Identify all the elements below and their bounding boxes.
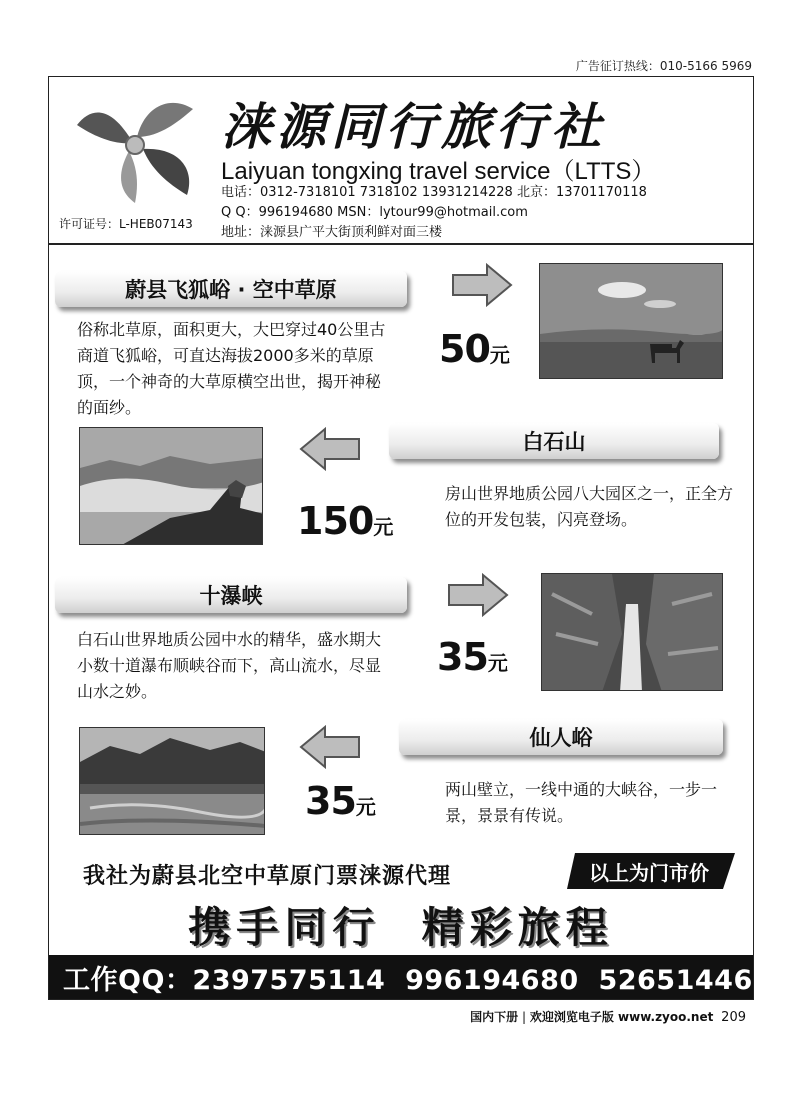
ticket-agency-notice: 我社为蔚县北空中草原门票涞源代理 bbox=[83, 864, 452, 889]
attraction-price-xianrenyu: 35元 bbox=[305, 779, 375, 823]
price-badge-text: 以上为门市价 bbox=[589, 860, 709, 885]
page-number: 209 bbox=[721, 1010, 746, 1025]
photo-grassland-horse bbox=[539, 263, 723, 379]
attraction-title-xianrenyu: 仙人峪 bbox=[399, 719, 723, 755]
pinwheel-logo-icon bbox=[71, 85, 201, 205]
photo-waterfall-gorge bbox=[541, 573, 723, 691]
arrow-left-icon bbox=[299, 725, 361, 769]
footer-divider: | bbox=[521, 1010, 527, 1024]
ad-frame bbox=[48, 76, 773, 1000]
photo-xianrenyu-valley bbox=[79, 727, 265, 835]
attraction-desc-xianrenyu: 两山壁立，一线中通的大峡谷，一步一景，景景有传说。 bbox=[445, 780, 718, 825]
arrow-right-icon bbox=[451, 263, 513, 307]
company-name-chinese: 涞源同行旅行社 bbox=[221, 97, 606, 156]
attraction-desc-baishishan: 房山世界地质公园八大园区之一，正全方位的开发包装，闪亮登场。 bbox=[445, 484, 734, 529]
attraction-title-shipuxia: 十瀑峡 bbox=[55, 577, 407, 613]
work-qq-bar: 工作QQ：2397575114 996194680 526514465 bbox=[49, 955, 753, 999]
photo-baishishan-clouds bbox=[79, 427, 263, 545]
license-number: 许可证号：L-HEB07143 bbox=[59, 217, 193, 231]
slogan: 携手同行 精彩旅程 bbox=[188, 903, 614, 952]
company-name-english: Laiyuan tongxing travel service（LTTS） bbox=[221, 158, 656, 185]
attraction-price-shipuxia: 35元 bbox=[437, 635, 507, 679]
attraction-title-weixian: 蔚县飞狐峪 · 空中草原 bbox=[55, 271, 407, 307]
ad-hotline: 广告征订热线：010-5166 5969 bbox=[575, 59, 752, 73]
contact-address: 地址：涞源县广平大街顶利鲜对面三楼 bbox=[221, 225, 443, 240]
attraction-desc-weixian: 俗称北草原，面积更大，大巴穿过40公里古商道飞狐峪，可直达海拔2000多米的草原顶，一个神奇的大草原横空出世，揭开神秘的面纱。 bbox=[77, 320, 386, 417]
price-badge bbox=[567, 851, 737, 891]
footer-text: 欢迎浏览电子版 www.zyoo.net bbox=[529, 1010, 714, 1024]
arrow-right-icon bbox=[447, 573, 509, 617]
attraction-price-baishishan: 150元 bbox=[297, 499, 393, 543]
arrow-left-icon bbox=[299, 427, 361, 471]
attraction-price-weixian: 50元 bbox=[439, 327, 509, 371]
page-footer bbox=[470, 1008, 746, 1025]
contact-phone: 电话：0312-7318101 7318102 13931214228 北京：13701170118 bbox=[221, 185, 647, 200]
footer-section: 国内下册 bbox=[470, 1010, 519, 1024]
contact-info bbox=[221, 183, 647, 243]
company-header bbox=[49, 77, 753, 245]
contact-qq-msn: Q Q：996194680 MSN：lytour99@hotmail.com bbox=[221, 205, 528, 220]
attraction-desc-shipuxia: 白石山世界地质公园中水的精华，盛水期大小数十道瀑布顺峡谷而下，高山流水，尽显山水之妙。 bbox=[77, 630, 382, 701]
attraction-title-baishishan: 白石山 bbox=[389, 423, 719, 459]
